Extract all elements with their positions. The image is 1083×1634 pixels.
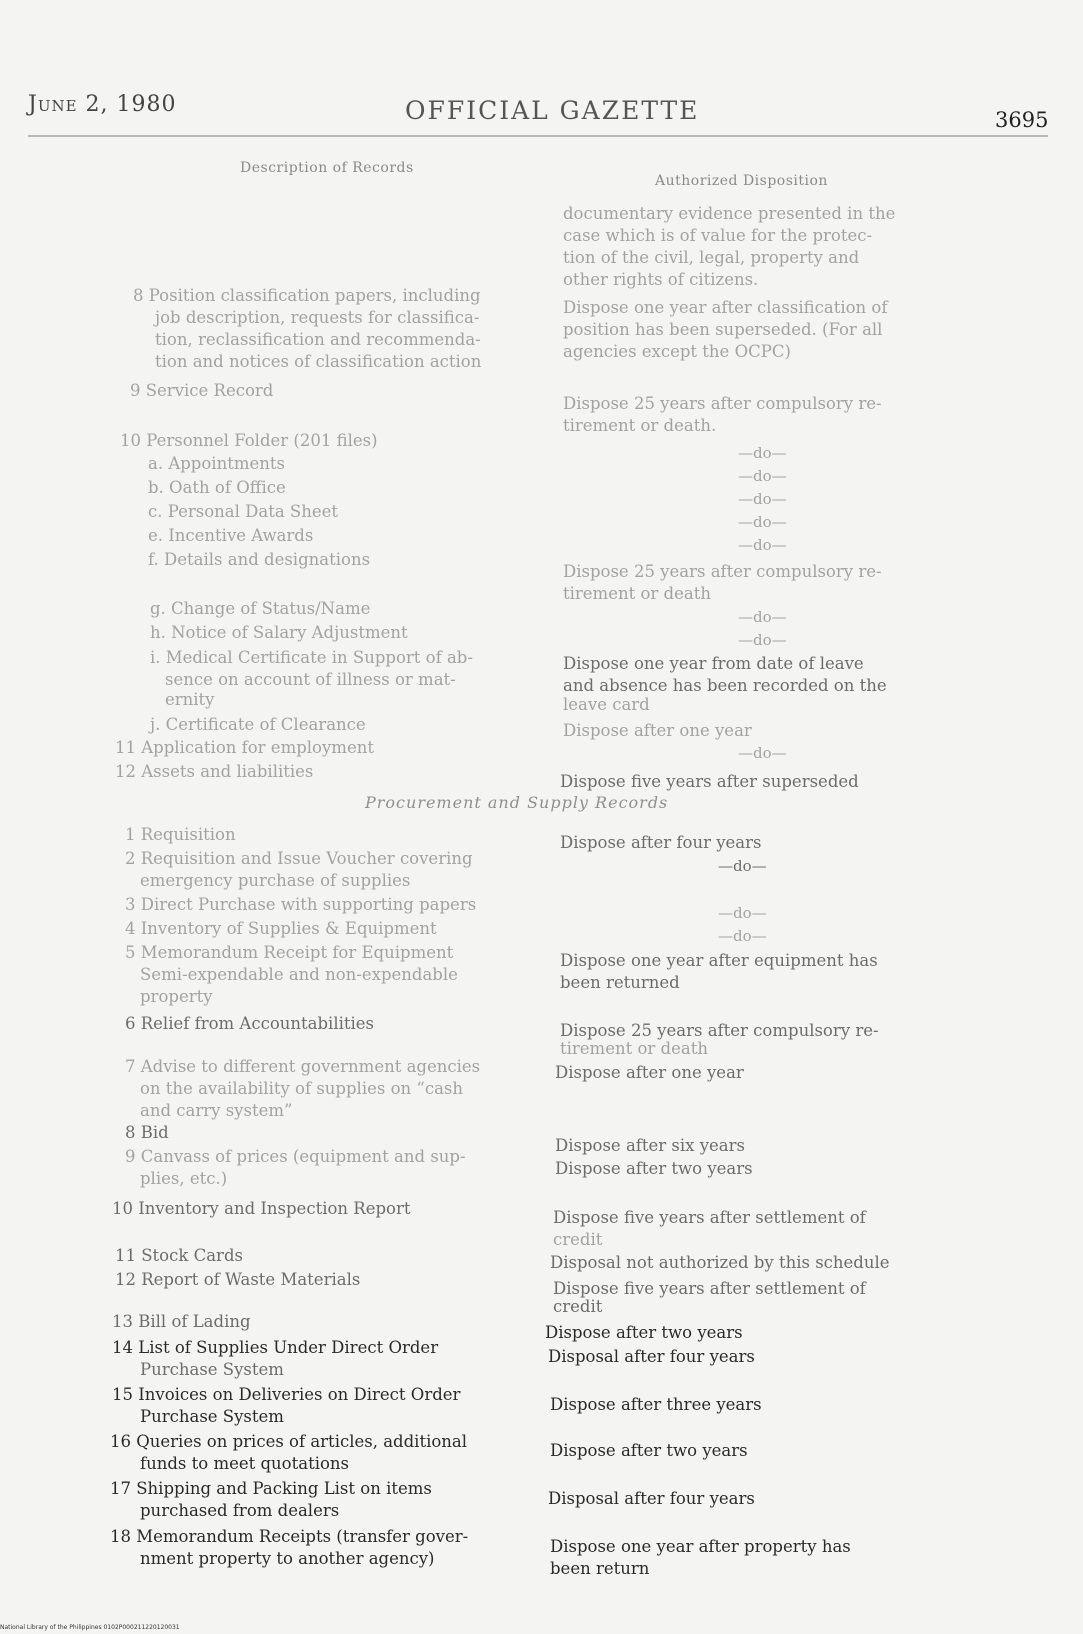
record-description: job description, requests for classifica- xyxy=(155,308,480,327)
continued-disposition-line: documentary evidence presented in the xyxy=(563,204,896,223)
record-disposition: tirement or death. xyxy=(563,416,717,435)
record-description: 8 Position classification papers, including xyxy=(133,286,481,305)
record-description: Purchase System xyxy=(140,1360,284,1379)
record-disposition: Dispose five years after superseded xyxy=(560,772,859,791)
record-disposition: tirement or death xyxy=(560,1039,708,1058)
ditto-mark: —do— xyxy=(738,608,787,626)
header-rule xyxy=(28,135,1048,137)
record-description: 5 Memorandum Receipt for Equipment xyxy=(125,943,454,962)
record-subitem: h. Notice of Salary Adjustment xyxy=(150,623,408,642)
record-disposition: Dispose after four years xyxy=(560,833,762,852)
record-disposition: Dispose one year after property has xyxy=(550,1537,851,1556)
record-description: 17 Shipping and Packing List on items xyxy=(110,1479,432,1498)
record-disposition: Dispose 25 years after compulsory re- xyxy=(563,562,882,581)
record-disposition: Dispose after two years xyxy=(550,1441,748,1460)
record-description: 16 Queries on prices of articles, additional xyxy=(110,1432,468,1451)
record-description: 12 Report of Waste Materials xyxy=(115,1270,361,1289)
record-description: 11 Application for employment xyxy=(115,738,374,757)
record-subitem: sence on account of illness or mat- xyxy=(165,670,456,689)
archive-footer: National Library of the Philippines 0102P000211220120031 xyxy=(0,1624,180,1631)
record-description: nment property to another agency) xyxy=(140,1549,435,1568)
ditto-mark: —do— xyxy=(718,857,767,875)
record-subitem: c. Personal Data Sheet xyxy=(148,502,338,521)
record-description: 13 Bill of Lading xyxy=(112,1312,251,1331)
column-heading-description: Description of Records xyxy=(240,160,414,176)
record-description: 7 Advise to different government agencies xyxy=(125,1057,481,1076)
record-description: 11 Stock Cards xyxy=(115,1246,243,1265)
record-disposition: Dispose five years after settlement of xyxy=(553,1208,866,1227)
record-description: Purchase System xyxy=(140,1407,284,1426)
record-disposition: tirement or death xyxy=(563,584,711,603)
record-description: 18 Memorandum Receipts (transfer gover- xyxy=(110,1527,469,1546)
ditto-mark: —do— xyxy=(718,904,767,922)
record-disposition: position has been superseded. (For all xyxy=(563,320,883,339)
ditto-mark: —do— xyxy=(738,490,787,508)
record-description: 3 Direct Purchase with supporting papers xyxy=(125,895,477,914)
record-description: plies, etc.) xyxy=(140,1169,228,1188)
record-disposition: Disposal after four years xyxy=(548,1347,755,1366)
record-disposition: Dispose after one year xyxy=(563,721,752,740)
record-description: property xyxy=(140,987,213,1006)
record-disposition: Dispose five years after settlement of xyxy=(553,1279,866,1298)
record-disposition: Dispose 25 years after compulsory re- xyxy=(563,394,882,413)
ditto-mark: —do— xyxy=(718,927,767,945)
section-title: Procurement and Supply Records xyxy=(365,793,669,812)
record-disposition: Disposal after four years xyxy=(548,1489,755,1508)
record-description: 12 Assets and liabilities xyxy=(115,762,314,781)
ditto-mark: —do— xyxy=(738,467,787,485)
record-subitem: f. Details and designations xyxy=(148,550,371,569)
ditto-mark: —do— xyxy=(738,444,787,462)
record-description: on the availability of supplies on “cash xyxy=(140,1079,463,1098)
ditto-mark: —do— xyxy=(738,513,787,531)
record-subitem: a. Appointments xyxy=(148,454,285,473)
record-disposition: Disposal not authorized by this schedule xyxy=(550,1253,890,1272)
column-heading-disposition: Authorized Disposition xyxy=(655,173,828,189)
record-subitem: ernity xyxy=(165,690,215,709)
record-disposition: Dispose one year from date of leave xyxy=(563,654,864,673)
record-disposition: been return xyxy=(550,1559,650,1578)
record-disposition: Dispose after six years xyxy=(555,1136,745,1155)
record-description: 9 Service Record xyxy=(130,381,274,400)
record-description: 2 Requisition and Issue Voucher covering xyxy=(125,849,473,868)
record-description: emergency purchase of supplies xyxy=(140,871,411,890)
record-description: tion and notices of classification action xyxy=(155,352,482,371)
continued-disposition-line: other rights of citizens. xyxy=(563,270,759,289)
continued-disposition-line: tion of the civil, legal, property and xyxy=(563,248,860,267)
page-number: 3695 xyxy=(995,108,1049,132)
record-disposition: Dispose one year after equipment has xyxy=(560,951,878,970)
record-subitem: j. Certificate of Clearance xyxy=(150,715,366,734)
record-disposition: Dispose 25 years after compulsory re- xyxy=(560,1021,879,1040)
record-description: 1 Requisition xyxy=(125,825,236,844)
record-subitem: b. Oath of Office xyxy=(148,478,286,497)
record-disposition: credit xyxy=(553,1297,603,1316)
record-disposition: and absence has been recorded on the xyxy=(563,676,887,695)
record-description: 10 Inventory and Inspection Report xyxy=(112,1199,411,1218)
record-disposition: credit xyxy=(553,1230,603,1249)
record-subitem: i. Medical Certificate in Support of ab- xyxy=(150,648,473,667)
record-description: 4 Inventory of Supplies & Equipment xyxy=(125,919,437,938)
record-disposition: Dispose after one year xyxy=(555,1063,744,1082)
record-description: purchased from dealers xyxy=(140,1501,340,1520)
ditto-mark: —do— xyxy=(738,536,787,554)
issue-date: June 2, 1980 xyxy=(28,92,177,117)
record-description: and carry system” xyxy=(140,1101,293,1120)
record-disposition: been returned xyxy=(560,973,680,992)
record-disposition: Dispose after two years xyxy=(545,1323,743,1342)
record-description: 14 List of Supplies Under Direct Order xyxy=(112,1338,439,1357)
record-description: 10 Personnel Folder (201 files) xyxy=(120,431,378,450)
record-disposition: leave card xyxy=(563,695,650,714)
continued-disposition-line: case which is of value for the protec- xyxy=(563,226,873,245)
record-description: tion, reclassification and recommenda- xyxy=(155,330,481,349)
record-description: Semi-expendable and non-expendable xyxy=(140,965,458,984)
record-description: funds to meet quotations xyxy=(140,1454,350,1473)
ditto-mark: —do— xyxy=(738,744,787,762)
ditto-mark: —do— xyxy=(738,631,787,649)
record-subitem: e. Incentive Awards xyxy=(148,526,314,545)
record-description: 8 Bid xyxy=(125,1123,169,1142)
record-subitem: g. Change of Status/Name xyxy=(150,599,371,618)
record-description: 15 Invoices on Deliveries on Direct Order xyxy=(112,1385,461,1404)
record-disposition: Dispose one year after classification of xyxy=(563,298,888,317)
publication-title: OFFICIAL GAZETTE xyxy=(405,96,700,125)
record-description: 9 Canvass of prices (equipment and sup- xyxy=(125,1147,466,1166)
record-description: 6 Relief from Accountabilities xyxy=(125,1014,375,1033)
record-disposition: agencies except the OCPC) xyxy=(563,342,791,361)
record-disposition: Dispose after three years xyxy=(550,1395,762,1414)
record-disposition: Dispose after two years xyxy=(555,1159,753,1178)
